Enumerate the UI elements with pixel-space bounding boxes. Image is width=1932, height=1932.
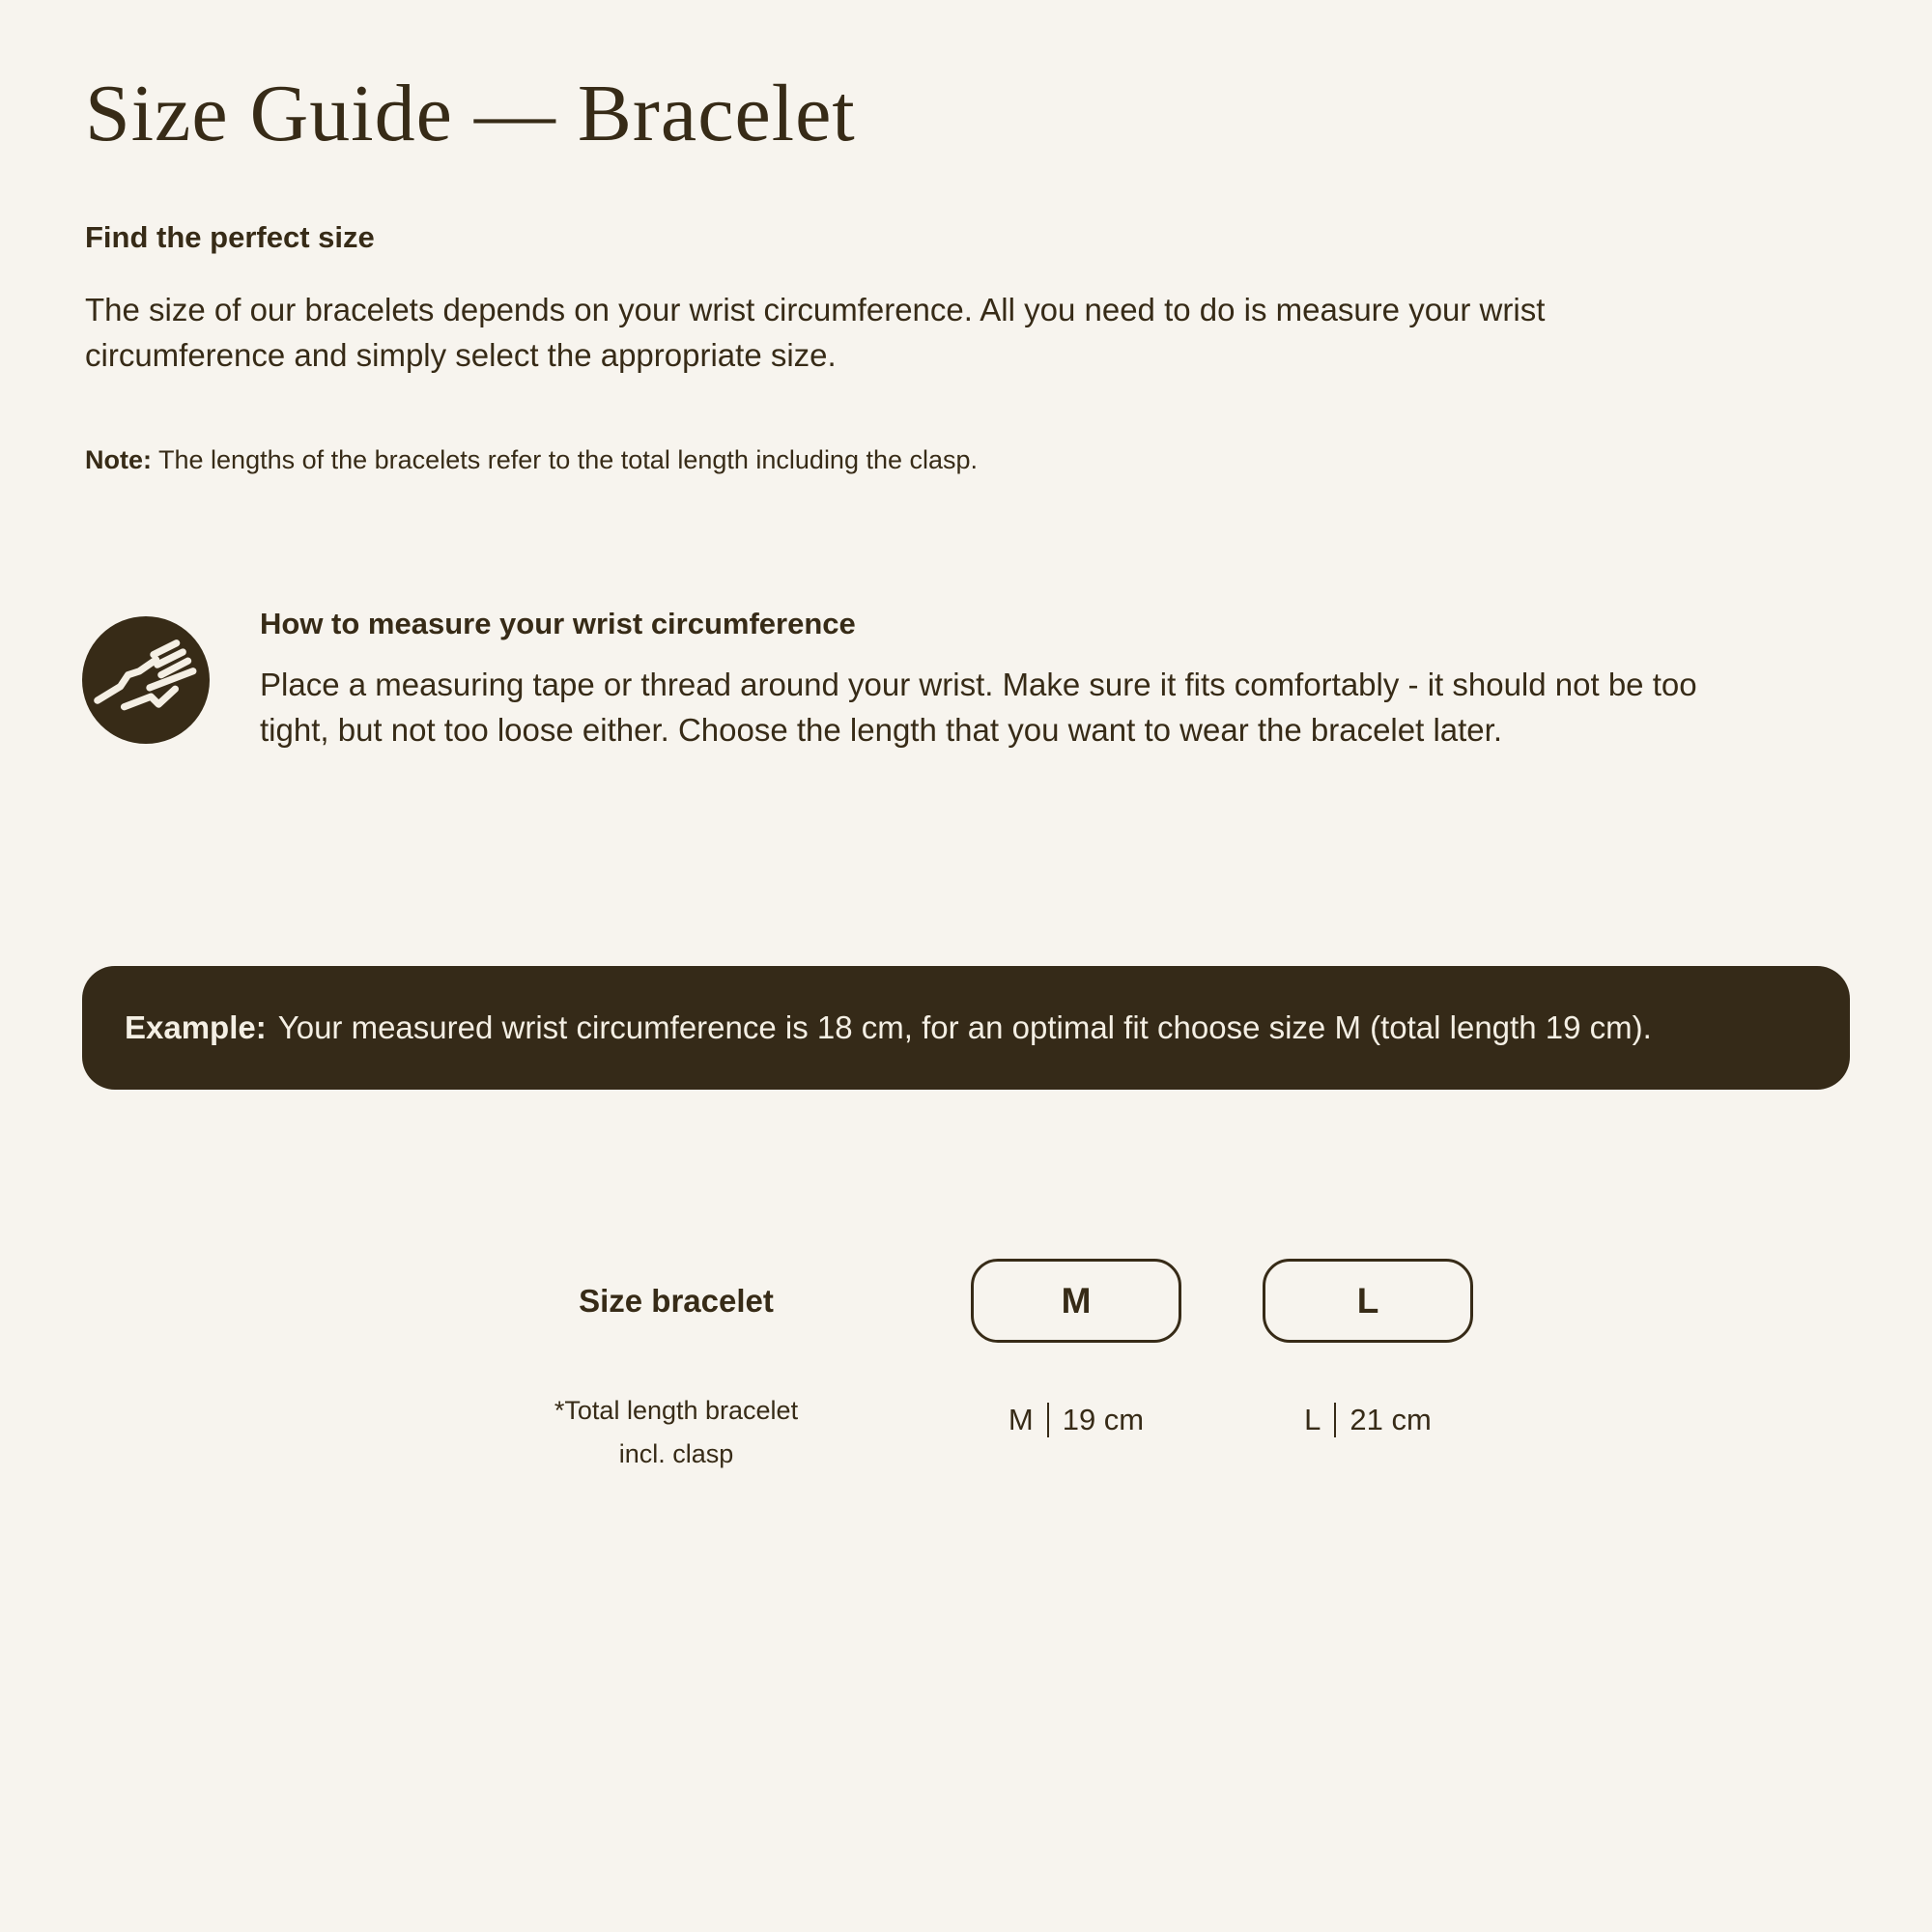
length-footnote-line1: *Total length bracelet <box>554 1396 799 1425</box>
measuring-hand-icon <box>82 616 210 744</box>
intro-heading: Find the perfect size <box>85 220 375 254</box>
measure-body-text: Place a measuring tape or thread around your wrist. Make sure it fits comfortably - it should not be too tight, but not too loose either. Choose the length that you want to wear the bracelet later. <box>260 667 1697 748</box>
length-footnote-line2: incl. clasp <box>618 1438 734 1468</box>
intro-body-text: The size of our bracelets depends on your wrist circumference. All you need to do is measure your wrist circumference and simply select the appropriate size. <box>85 292 1546 373</box>
note-line <box>85 442 1727 479</box>
size-m-length-size: M <box>1008 1403 1034 1436</box>
size-l-length-size: L <box>1304 1403 1321 1436</box>
size-m-length-value: 19 cm <box>1062 1403 1145 1436</box>
size-option-l-label: L <box>1356 1280 1379 1321</box>
size-option-l-button[interactable] <box>1263 1259 1473 1343</box>
value-divider <box>1047 1403 1049 1437</box>
length-footnote <box>386 1389 966 1475</box>
example-label: Example: <box>125 1009 267 1045</box>
measure-heading: How to measure your wrist circumference <box>260 607 856 640</box>
size-option-m-label: M <box>1061 1280 1092 1321</box>
note-label: Note: <box>85 445 152 474</box>
value-divider <box>1334 1403 1336 1437</box>
size-l-length-value: 21 cm <box>1350 1403 1432 1436</box>
example-banner <box>82 966 1850 1090</box>
size-m-length <box>971 1403 1181 1437</box>
size-l-length <box>1263 1403 1473 1437</box>
example-text: Your measured wrist circumference is 18 cm, for an optimal fit choose size M (total length 19 cm). <box>277 1009 1652 1045</box>
size-row-header: Size bracelet <box>579 1283 774 1319</box>
measure-section <box>82 607 1763 753</box>
page-title: Size Guide — Bracelet <box>85 69 856 158</box>
note-text: The lengths of the bracelets refer to the total length including the clasp. <box>158 445 979 474</box>
size-option-m-button[interactable] <box>971 1259 1181 1343</box>
measure-text-block <box>260 607 1743 753</box>
